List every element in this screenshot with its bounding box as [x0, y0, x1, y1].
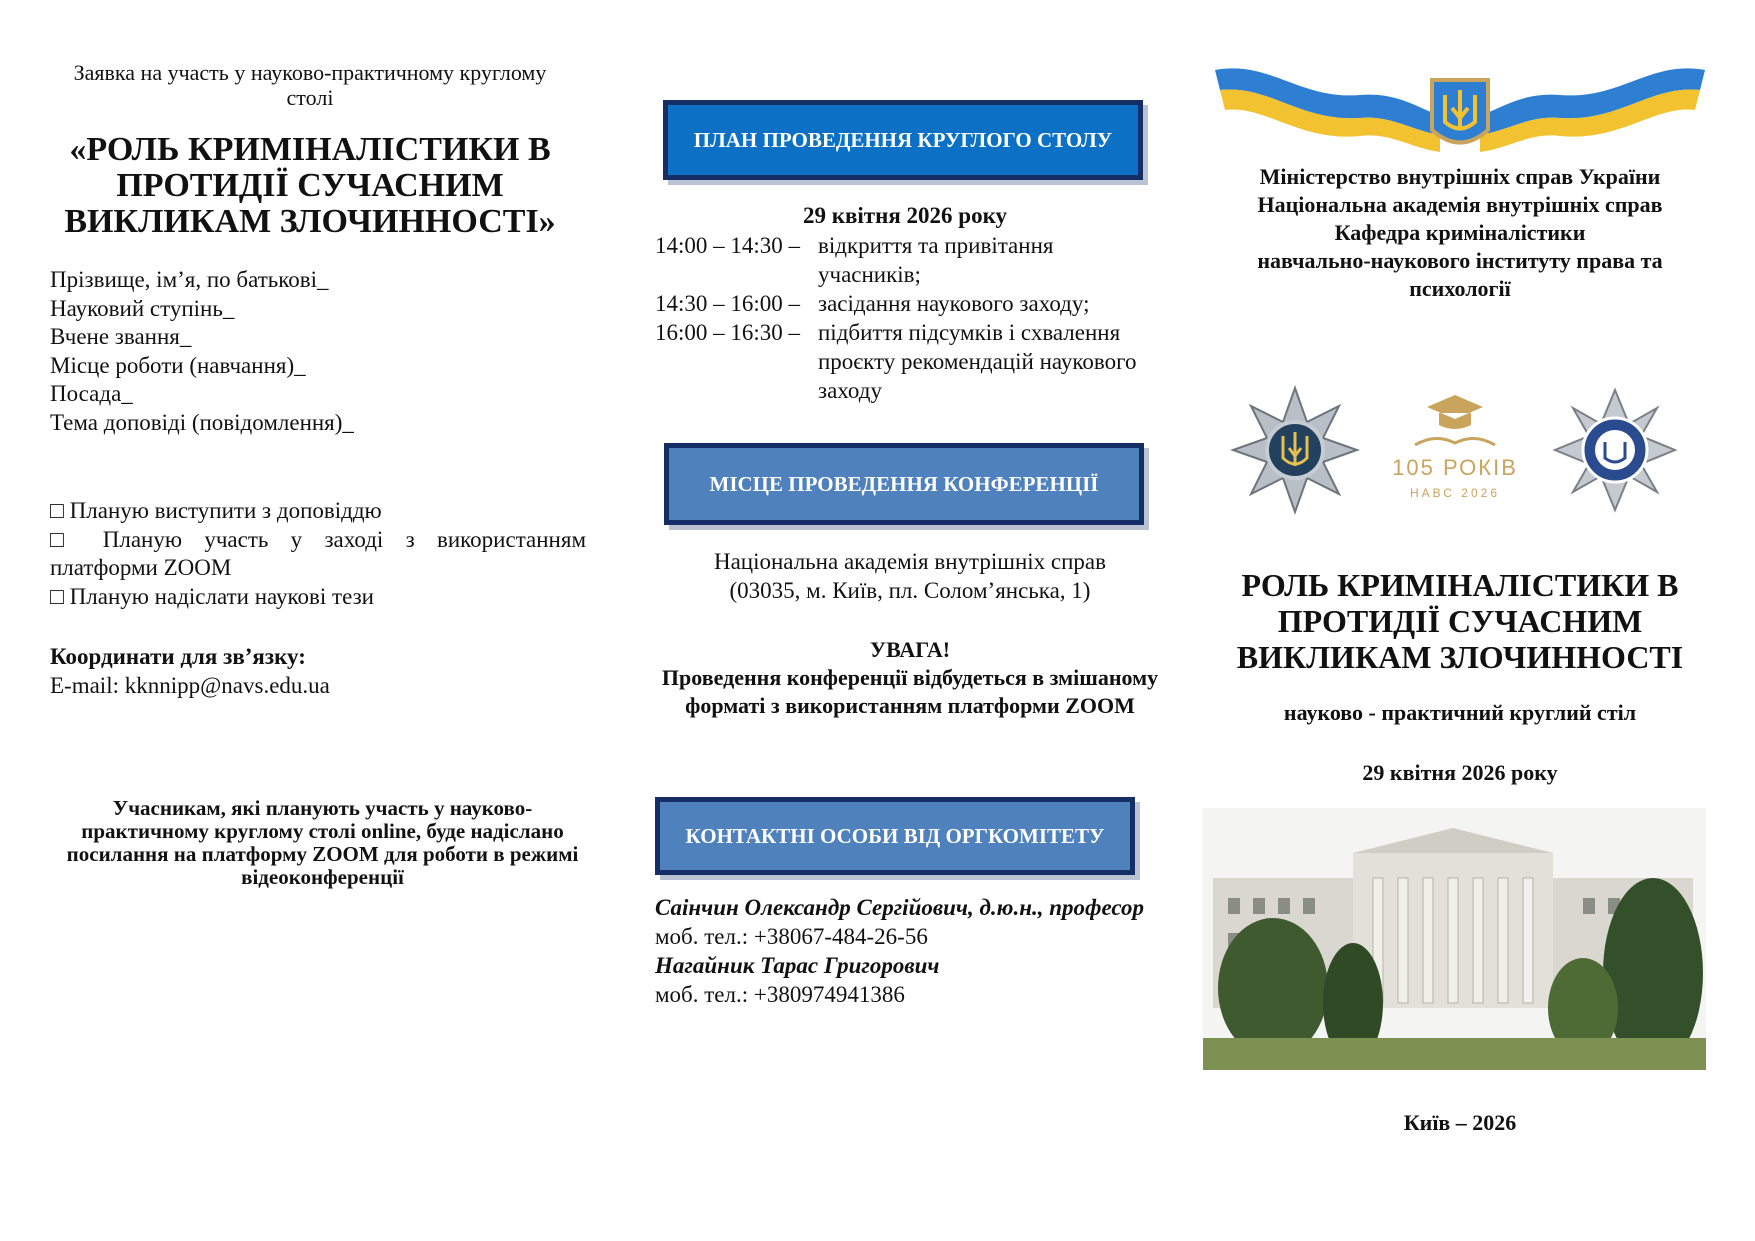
field-academic-title[interactable]: Вчене звання_ — [50, 324, 192, 349]
anniversary-sub: НАВС 2026 — [1410, 486, 1500, 500]
schedule-text: засідання наукового заходу; — [818, 291, 1090, 316]
attention-text: Проведення конференції відбудеться в змішаному форматі з використанням платформи ZOOM — [661, 665, 1159, 718]
participation-options — [50, 497, 586, 611]
contact-persons — [655, 893, 1155, 1009]
schedule-time: 16:00 – 16:30 – — [655, 320, 801, 345]
option-send-theses[interactable]: □ Планую надіслати наукові тези — [50, 583, 374, 609]
event-type: науково - практичний круглий стіл — [1283, 700, 1637, 725]
attention-notice — [655, 636, 1165, 720]
venue-name: Національна академія внутрішніх справ — [713, 549, 1107, 574]
email-link[interactable]: kknnipp@navs.edu.ua — [124, 673, 330, 698]
schedule-row — [655, 318, 1175, 405]
schedule-row — [655, 231, 1175, 289]
event-date: 29 квітня 2026 року — [1362, 760, 1558, 785]
application-title: «РОЛЬ КРИМІНАЛІСТИКИ В ПРОТИДІЇ СУЧАСНИМ ВИКЛИКАМ ЗЛОЧИННОСТІ» — [64, 131, 556, 240]
org-academy: Національна академія внутрішніх справ — [1257, 192, 1663, 217]
ukraine-flag-ribbon — [1210, 60, 1710, 160]
field-full-name[interactable]: Прізвище, ім’я, по батькові_ — [50, 267, 329, 292]
emblems-row — [1230, 385, 1680, 515]
plan-date: 29 квітня 2026 року — [802, 203, 1008, 228]
venue-heading-box — [664, 443, 1144, 525]
police-star-emblem — [1233, 388, 1357, 512]
attention-title: УВАГА! — [869, 637, 951, 662]
field-position[interactable]: Посада_ — [50, 381, 133, 406]
academy-building-photo — [1203, 808, 1706, 1070]
anniversary-number: 105 РОКІВ — [1392, 455, 1518, 480]
option-present-report[interactable]: □ Планую виступити з доповіддю — [50, 498, 382, 523]
application-form — [50, 266, 590, 437]
field-degree[interactable]: Науковий ступінь_ — [50, 295, 235, 321]
trident-icon — [1432, 80, 1488, 143]
zoom-note: Учасникам, які планують участь у науково-практичному круглому столі online, буде надіслано посилання на платформу ZOOM для роботи в режимі відеоконференції — [66, 796, 579, 889]
option-zoom-participation[interactable]: □ Планую участь у заході з використанням — [50, 526, 586, 552]
schedule-text: підбиття підсумків і схвалення проєкту рекомендацій наукового заходу — [818, 320, 1137, 403]
schedule-time: 14:00 – 14:30 – — [655, 233, 801, 258]
contacts-heading: Координати для зв’язку: — [50, 644, 306, 669]
city-year: Київ – 2026 — [1403, 1110, 1517, 1135]
contact-heading: КОНТАКТНІ ОСОБИ ВІД ОРГКОМІТЕТУ — [685, 823, 1105, 848]
field-report-topic[interactable]: Тема доповіді (повідомлення)_ — [50, 409, 354, 435]
academy-emblem — [1555, 390, 1675, 510]
org-ministry: Міністерство внутрішніх справ України — [1259, 164, 1661, 189]
anniversary-logo — [1392, 395, 1518, 500]
org-institute: навчально-наукового інституту права та психології — [1257, 248, 1663, 301]
contact-heading-box — [655, 797, 1135, 875]
contact-person-phone[interactable]: моб. тел.: +380974941386 — [655, 982, 905, 1007]
contact-person-name: Саінчин Олександр Сергійович, д.ю.н., професор — [655, 895, 1145, 920]
venue-heading: МІСЦЕ ПРОВЕДЕННЯ КОНФЕРЕНЦІЇ — [709, 471, 1099, 496]
option-zoom-participation-cont: платформи ZOOM — [50, 555, 232, 580]
field-workplace[interactable]: Місце роботи (навчання)_ — [50, 352, 306, 378]
plan-heading-box — [663, 100, 1143, 180]
application-intro: Заявка на участь у науково-практичному круглому столі — [73, 60, 547, 110]
organizer-header — [1205, 163, 1715, 303]
schedule-row — [655, 289, 1175, 318]
schedule-time: 14:30 – 16:00 – — [655, 291, 801, 316]
schedule — [655, 231, 1175, 405]
org-department: Кафедра криміналістики — [1334, 220, 1586, 245]
email-line — [50, 673, 330, 699]
schedule-text: відкриття та привітання учасників; — [818, 233, 1054, 287]
email-label: E-mail: — [50, 673, 125, 698]
graduation-cap-icon — [1427, 395, 1483, 429]
plan-heading: ПЛАН ПРОВЕДЕННЯ КРУГЛОГО СТОЛУ — [693, 127, 1113, 152]
brochure-title: РОЛЬ КРИМІНАЛІСТИКИ В ПРОТИДІЇ СУЧАСНИМ ВИКЛИКАМ ЗЛОЧИННОСТІ — [1236, 567, 1684, 675]
contact-person-name: Нагайник Тарас Григорович — [655, 953, 940, 978]
venue-address — [660, 547, 1160, 605]
contact-person-phone[interactable]: моб. тел.: +38067-484-26-56 — [655, 924, 928, 949]
venue-street: (03035, м. Київ, пл. Солом’янська, 1) — [729, 578, 1091, 603]
